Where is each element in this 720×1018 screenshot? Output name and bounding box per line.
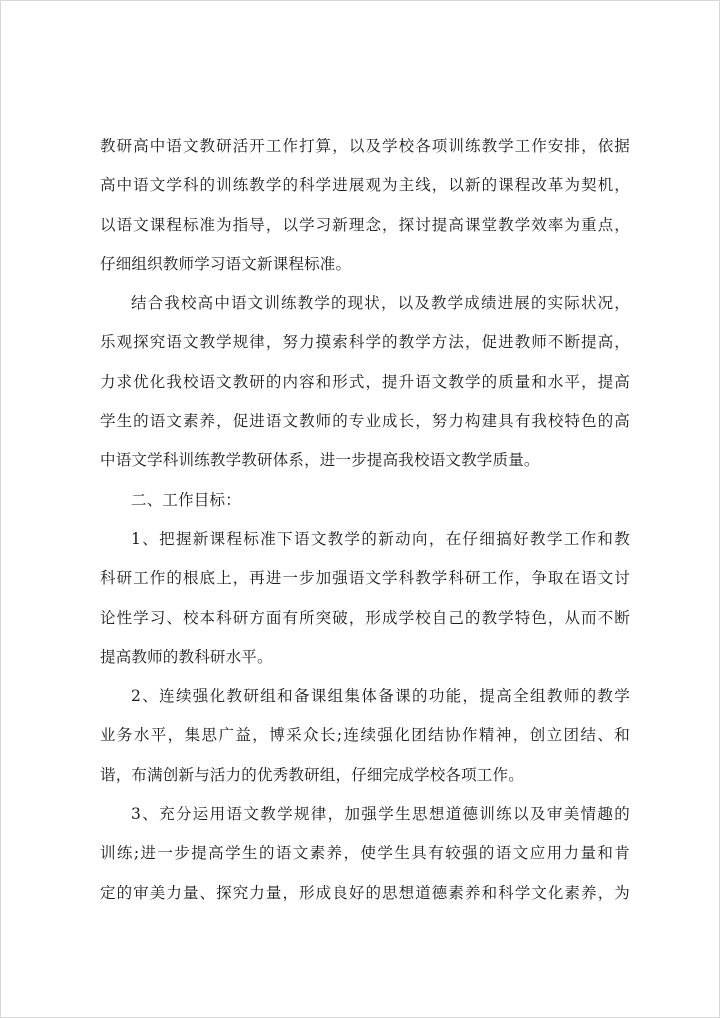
paragraph-goal-2	[100, 677, 630, 795]
text-line: 结合我校高中语文训练教学的现状，以及教学成绩进展的实际状况，	[131, 294, 630, 313]
text-line: 乐观探究语文教学规律，努力摸索科学的教学方法，促进教师不断提高，	[100, 333, 630, 352]
text-line: 提高教师的教科研水平。	[100, 647, 273, 666]
text-line: 1、把握新课程标准下语文教学的新动向，在仔细搞好教学工作和教	[131, 529, 630, 548]
text-line: 论性学习、校本科研方面有所突破，形成学校自己的教学特色，从而不断	[100, 608, 630, 627]
text-line: 谐，布满创新与活力的优秀教研组，仔细完成学校各项工作。	[100, 765, 524, 784]
paragraph-current-situation	[100, 284, 630, 480]
text-line: 定的审美力量、探究力量，形成良好的思想道德素养和科学文化素养，为	[100, 883, 630, 902]
paragraph-goal-3	[100, 795, 630, 913]
text-line: 3、充分运用语文教学规律，加强学生思想道德训练以及审美情趣的	[131, 805, 630, 824]
text-line: 力求优化我校语文教研的内容和形式，提升语文教学的质量和水平，提高	[100, 372, 630, 391]
text-line: 学生的语文素养，促进语文教师的专业成长，努力构建具有我校特色的高	[100, 412, 630, 431]
text-line: 2、连续强化教研组和备课组集体备课的功能，提高全组教师的教学	[131, 687, 630, 706]
paragraph-goal-1	[100, 520, 630, 677]
document-body	[100, 127, 630, 913]
text-line: 科研工作的根底上，再进一步加强语文学科教学科研工作，争取在语文讨	[100, 569, 630, 588]
text-line: 高中语文学科的训练教学的科学进展观为主线，以新的课程改革为契机，	[100, 176, 630, 195]
text-line: 以语文课程标准为指导，以学习新理念，探讨提高课堂教学效率为重点，	[100, 215, 630, 234]
text-line: 业务水平，集思广益，博采众长;连续强化团结协作精神，创立团结、和	[100, 726, 630, 745]
text-line: 教研高中语文教研活开工作打算，以及学校各项训练教学工作安排，依据	[100, 137, 630, 155]
section-title: 二、工作目标：	[131, 490, 241, 509]
section-heading	[100, 481, 630, 520]
paragraph-intro	[100, 127, 630, 284]
text-line: 训练;进一步提高学生的语文素养，使学生具有较强的语文应用力量和肯	[100, 844, 630, 863]
text-line: 仔细组织教师学习语文新课程标准。	[100, 254, 352, 273]
text-line: 中语文学科训练教学教研体系，进一步提高我校语文教学质量。	[100, 451, 540, 470]
